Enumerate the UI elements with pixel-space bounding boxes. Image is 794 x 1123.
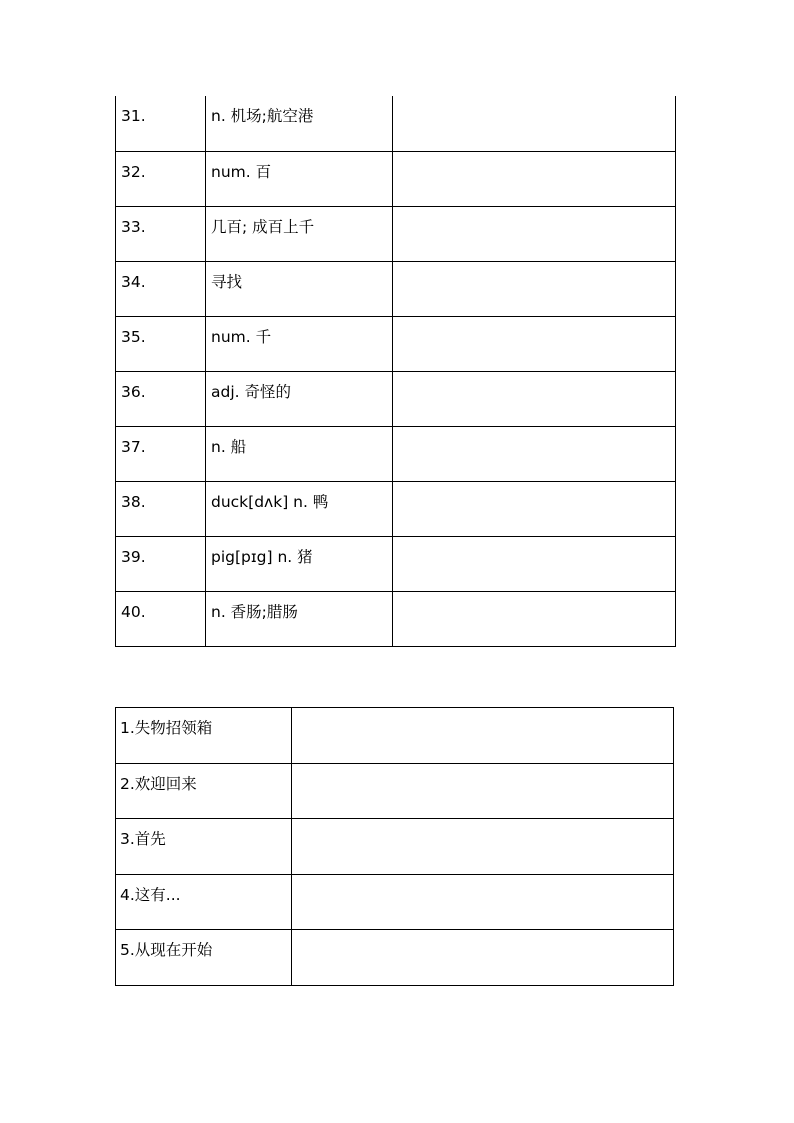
answer-cell[interactable] <box>393 206 676 261</box>
answer-cell[interactable] <box>393 151 676 206</box>
item-number: 40. <box>116 591 206 646</box>
item-number: 33. <box>116 206 206 261</box>
item-meaning: n. 船 <box>206 426 393 481</box>
table-row <box>116 481 676 536</box>
table-row <box>116 206 676 261</box>
answer-cell[interactable] <box>292 930 674 986</box>
table-row <box>116 151 676 206</box>
item-meaning: n. 香肠;腊肠 <box>206 591 393 646</box>
table-row <box>116 536 676 591</box>
answer-cell[interactable] <box>393 536 676 591</box>
answer-cell[interactable] <box>393 371 676 426</box>
table-row <box>116 371 676 426</box>
answer-cell[interactable] <box>292 708 674 764</box>
item-number: 39. <box>116 536 206 591</box>
phrase-prompt: 5.从现在开始 <box>116 930 292 986</box>
answer-cell[interactable] <box>393 591 676 646</box>
item-meaning: duck[dʌk] n. 鸭 <box>206 481 393 536</box>
vocabulary-table <box>115 96 676 647</box>
item-meaning: n. 机场;航空港 <box>206 96 393 151</box>
table-row <box>116 763 674 819</box>
answer-cell[interactable] <box>393 426 676 481</box>
item-meaning: adj. 奇怪的 <box>206 371 393 426</box>
table-row <box>116 874 674 930</box>
table-row <box>116 261 676 316</box>
item-meaning: 寻找 <box>206 261 393 316</box>
item-number: 34. <box>116 261 206 316</box>
answer-cell[interactable] <box>393 261 676 316</box>
table-row <box>116 316 676 371</box>
table-row <box>116 96 676 151</box>
item-number: 31. <box>116 96 206 151</box>
answer-cell[interactable] <box>292 763 674 819</box>
answer-cell[interactable] <box>292 819 674 875</box>
item-meaning: num. 百 <box>206 151 393 206</box>
item-number: 35. <box>116 316 206 371</box>
table-row <box>116 819 674 875</box>
table-row <box>116 930 674 986</box>
phrase-prompt: 4.这有... <box>116 874 292 930</box>
answer-cell[interactable] <box>393 481 676 536</box>
table-row <box>116 708 674 764</box>
item-number: 32. <box>116 151 206 206</box>
item-number: 38. <box>116 481 206 536</box>
item-number: 36. <box>116 371 206 426</box>
answer-cell[interactable] <box>393 96 676 151</box>
item-number: 37. <box>116 426 206 481</box>
phrase-prompt: 2.欢迎回来 <box>116 763 292 819</box>
item-meaning: num. 千 <box>206 316 393 371</box>
table-row <box>116 426 676 481</box>
phrase-table <box>115 707 674 986</box>
answer-cell[interactable] <box>292 874 674 930</box>
table-row <box>116 591 676 646</box>
answer-cell[interactable] <box>393 316 676 371</box>
phrase-prompt: 1.失物招领箱 <box>116 708 292 764</box>
item-meaning: pig[pɪg] n. 猪 <box>206 536 393 591</box>
phrase-prompt: 3.首先 <box>116 819 292 875</box>
item-meaning: 几百; 成百上千 <box>206 206 393 261</box>
